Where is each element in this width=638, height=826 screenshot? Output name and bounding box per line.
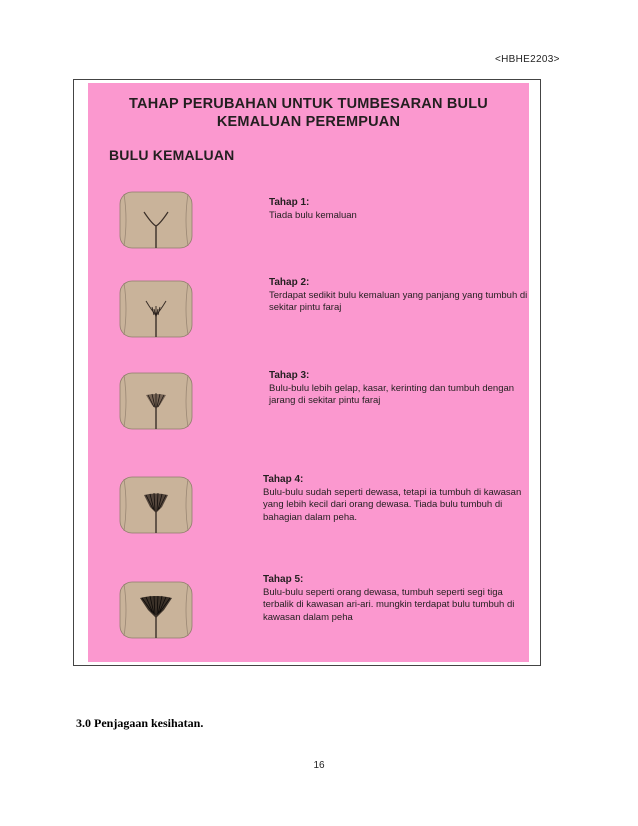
- figure-frame: [73, 79, 541, 666]
- stage-4-label: Tahap 4:: [263, 474, 304, 485]
- stage-4-description: Bulu-bulu sudah seperti dewasa, tetapi ia tumbuh di kawasan yang lebih kecil dari orang dewasa. Tiada bulu tumbuh di bahagian dalam peha.: [263, 486, 522, 523]
- stage-1-caption: [269, 197, 539, 222]
- course-code-header: <HBHE2203>: [495, 54, 560, 65]
- stage-5-label: Tahap 5:: [263, 574, 304, 585]
- stage-1-body-drawing: [118, 190, 194, 250]
- stage-3-description: Bulu-bulu lebih gelap, kasar, kerinting dan tumbuh dengan jarang di sekitar pintu faraj: [269, 382, 515, 406]
- stage-2-caption: [269, 277, 539, 315]
- stage-4-caption: [263, 474, 533, 524]
- pubic-hair-stages-figure: [88, 83, 529, 662]
- stage-1-label: Tahap 1:: [269, 197, 310, 208]
- stage-2-illustration: [118, 279, 194, 339]
- stage-2-description: Terdapat sedikit bulu kemaluan yang panjang yang tumbuh di sekitar pintu faraj: [269, 289, 528, 313]
- stage-5-body-drawing: [118, 580, 194, 640]
- stage-1-description: Tiada bulu kemaluan: [269, 209, 357, 221]
- stage-5-caption: [263, 574, 533, 624]
- stage-5-description: Bulu-bulu seperti orang dewasa, tumbuh seperti segi tiga terbalik di kawasan ari-ari. mungkin terdapat bulu tumbuh di kawasan dalam peha: [263, 586, 515, 623]
- stage-3-illustration: [118, 371, 194, 431]
- section-heading: 3.0 Penjagaan kesihatan.: [76, 716, 204, 730]
- stage-2-body-drawing: [118, 279, 194, 339]
- stage-1-illustration: [118, 190, 194, 250]
- figure-title-line-2: KEMALUAN PEREMPUAN: [216, 114, 401, 130]
- stage-5-illustration: [118, 580, 194, 640]
- figure-title-line-1: TAHAP PERUBAHAN UNTUK TUMBESARAN BULU: [129, 96, 488, 112]
- stage-4-illustration: [118, 475, 194, 535]
- stage-4-body-drawing: [118, 475, 194, 535]
- stage-3-body-drawing: [118, 371, 194, 431]
- figure-title: [88, 95, 529, 131]
- stage-3-caption: [269, 370, 539, 408]
- stage-3-label: Tahap 3:: [269, 370, 310, 381]
- figure-subtitle: BULU KEMALUAN: [109, 147, 235, 163]
- page-number: 16: [313, 760, 325, 771]
- stage-2-label: Tahap 2:: [269, 277, 310, 288]
